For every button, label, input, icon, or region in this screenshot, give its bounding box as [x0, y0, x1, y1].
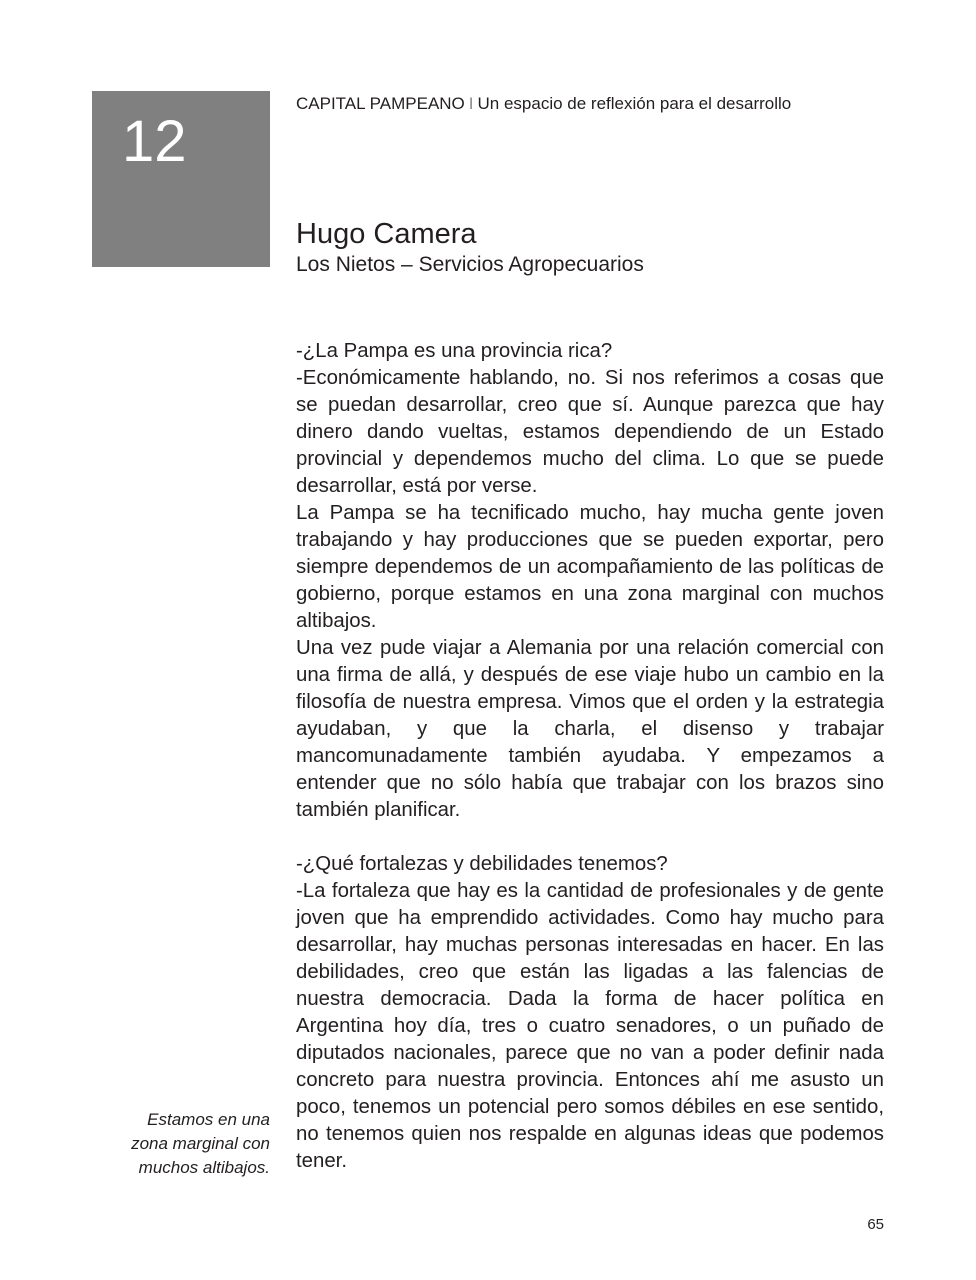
- chapter-number: 12: [122, 109, 187, 174]
- question-1: -¿La Pampa es una provincia rica?: [296, 340, 613, 362]
- pull-quote: [96, 1108, 270, 1180]
- chapter-number-box: [92, 91, 270, 267]
- paragraph-gap: [296, 824, 884, 851]
- author-name: Hugo Camera: [296, 218, 477, 250]
- author-company: Los Nietos – Servicios Agropecuarios: [296, 253, 644, 276]
- publication-subtitle: Un espacio de reflexión para el desarrollo: [477, 94, 792, 113]
- page-number: 65: [867, 1216, 884, 1233]
- pull-quote-line-3: muchos altibajos.: [138, 1158, 270, 1177]
- pull-quote-line-2: zona marginal con: [131, 1134, 270, 1153]
- answer-1-paragraph-1: -Económicamente hablando, no. Si nos referimos a cosas que se puedan desarrollar, creo que sí. Aunque parezca que hay dinero dando vueltas, estamos dependiendo de un Estado provincial y dependemos mucho del clima. Lo que se puede desarrollar, está por verse.: [296, 367, 884, 497]
- question-2: -¿Qué fortalezas y debilidades tenemos?: [296, 853, 668, 875]
- answer-1-paragraph-3: Una vez pude viajar a Alemania por una relación comercial con una firma de allá, y después de ese viaje hubo un cambio en la filosofía de nuestra empresa. Vimos que el orden y la estrategia ayudaban, y que la charla, el disenso y trabajar mancomunadamente también ayudaba. Y empezamos a entender que no sólo había que trabajar con los brazos sino también planificar.: [296, 637, 884, 821]
- answer-1-paragraph-2: La Pampa se ha tecnificado mucho, hay mucha gente joven trabajando y hay producciones que se pueden exportar, pero siempre dependemos de un acompañamiento de las políticas de gobierno, porque estamos en una zona marginal con muchos altibajos.: [296, 502, 884, 632]
- interview-text: [296, 338, 884, 1175]
- running-header: [296, 94, 791, 114]
- answer-2-paragraph-1: -La fortaleza que hay es la cantidad de profesionales y de gente joven que ha emprendido actividades. Como hay mucho para desarrollar, hay muchas personas interesadas en hacer. En las debilidades, creo que están las ligadas a las falencias de nuestra democracia. Dada la forma de hacer política en Argentina hoy día, tres o cuatro senadores, o un puñado de diputados nacionales, parece que no van a poder definir nada concreto para nuestra provincia. Entonces ahí me asusto un poco, tenemos un potencial pero somos débiles en ese sentido, no tenemos quien nos respalde en algunas ideas que podemos tener.: [296, 880, 884, 1172]
- publication-name: CAPITAL PAMPEANO: [296, 94, 465, 113]
- header-separator: I: [468, 94, 474, 113]
- pull-quote-line-1: Estamos en una: [147, 1110, 270, 1129]
